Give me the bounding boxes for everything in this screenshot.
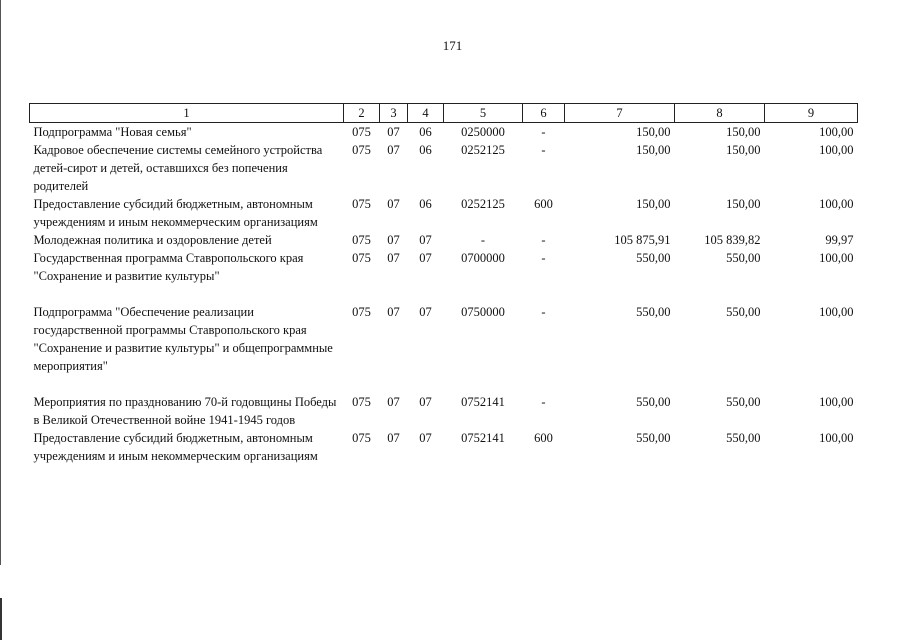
cell-col2: 075 — [352, 125, 371, 139]
cell-col6: - — [541, 251, 546, 265]
cell-col5: - — [480, 233, 486, 247]
left-margin-rule — [0, 0, 1, 565]
cell-col4: 07 — [419, 251, 432, 265]
table-row — [30, 303, 858, 375]
cell-col6: - — [541, 233, 546, 247]
cell-col2: 075 — [352, 431, 371, 445]
cell-col7: 550,00 — [636, 431, 671, 445]
cell-col3: 07 — [387, 125, 400, 139]
row-spacer — [30, 285, 858, 303]
row-spacer — [30, 375, 858, 393]
header-cell: 5 — [444, 104, 523, 123]
cell-col3: 07 — [387, 395, 400, 409]
cell-col8: 550,00 — [726, 431, 761, 445]
cell-col5: 0252125 — [461, 197, 505, 211]
cell-col9: 100,00 — [819, 143, 854, 157]
row-name: Подпрограмма "Новая семья" — [33, 125, 192, 139]
row-name: Предоставление субсидий бюджетным, автономным учреждениям и иным некоммерческим организациям — [33, 431, 318, 463]
table-row — [30, 429, 858, 465]
cell-col6: 600 — [534, 431, 553, 445]
cell-col3: 07 — [387, 143, 400, 157]
header-cell: 3 — [380, 104, 408, 123]
table-row — [30, 123, 858, 142]
cell-col4: 06 — [419, 143, 432, 157]
cell-col4: 07 — [419, 395, 432, 409]
cell-col6: 600 — [534, 197, 553, 211]
row-name: Молодежная политика и оздоровление детей — [33, 233, 272, 247]
cell-col9: 100,00 — [819, 251, 854, 265]
cell-col6: - — [541, 395, 546, 409]
cell-col4: 06 — [419, 197, 432, 211]
cell-col7: 150,00 — [636, 143, 671, 157]
cell-col7: 550,00 — [636, 305, 671, 319]
cell-col5: 0752141 — [461, 395, 505, 409]
cell-col6: - — [541, 305, 546, 319]
cell-col2: 075 — [352, 197, 371, 211]
cell-col6: - — [541, 125, 546, 139]
table-row — [30, 249, 858, 285]
row-name: Мероприятия по празднованию 70-й годовщины Победы в Великой Отечественной войне 1941-1945 годов — [33, 395, 337, 427]
table-row — [30, 195, 858, 231]
cell-col4: 06 — [419, 125, 432, 139]
table-row — [30, 231, 858, 249]
cell-col7: 550,00 — [636, 395, 671, 409]
cell-col8: 105 839,82 — [704, 233, 761, 247]
cell-col8: 550,00 — [726, 251, 761, 265]
row-name: Подпрограмма "Обеспечение реализации государственной программы Ставропольского края "Сохранение и развитие культуры" и общепрограммные мероприятия" — [33, 305, 333, 373]
cell-col9: 100,00 — [819, 197, 854, 211]
cell-col8: 150,00 — [726, 125, 761, 139]
budget-table — [29, 103, 858, 465]
cell-col7: 150,00 — [636, 197, 671, 211]
cell-col9: 100,00 — [819, 395, 854, 409]
cell-col2: 075 — [352, 395, 371, 409]
cell-col9: 100,00 — [819, 431, 854, 445]
header-cell: 1 — [30, 104, 344, 123]
cell-col9: 99,97 — [825, 233, 854, 247]
cell-col2: 075 — [352, 233, 371, 247]
cell-col2: 075 — [352, 143, 371, 157]
cell-col9: 100,00 — [819, 125, 854, 139]
cell-col7: 550,00 — [636, 251, 671, 265]
page-number: 171 — [442, 38, 463, 53]
header-row — [30, 104, 858, 123]
header-cell: 8 — [675, 104, 765, 123]
cell-col7: 150,00 — [636, 125, 671, 139]
cell-col3: 07 — [387, 431, 400, 445]
cell-col3: 07 — [387, 197, 400, 211]
cell-col4: 07 — [419, 431, 432, 445]
row-name: Кадровое обеспечение системы семейного устройства детей-сирот и детей, оставшихся без попечения родителей — [33, 143, 323, 193]
cell-col4: 07 — [419, 233, 432, 247]
header-cell: 9 — [765, 104, 858, 123]
header-cell: 2 — [344, 104, 380, 123]
table-row — [30, 141, 858, 195]
cell-col5: 0750000 — [461, 305, 505, 319]
row-name: Государственная программа Ставропольского края "Сохранение и развитие культуры" — [33, 251, 304, 283]
left-margin-mark — [0, 598, 2, 640]
header-cell: 4 — [408, 104, 444, 123]
table-row — [30, 393, 858, 429]
cell-col5: 0252125 — [461, 143, 505, 157]
cell-col7: 105 875,91 — [614, 233, 671, 247]
cell-col5: 0250000 — [461, 125, 505, 139]
header-cell: 7 — [565, 104, 675, 123]
cell-col5: 0752141 — [461, 431, 505, 445]
cell-col2: 075 — [352, 305, 371, 319]
cell-col3: 07 — [387, 233, 400, 247]
cell-col3: 07 — [387, 305, 400, 319]
cell-col8: 150,00 — [726, 143, 761, 157]
cell-col8: 550,00 — [726, 395, 761, 409]
cell-col2: 075 — [352, 251, 371, 265]
cell-col6: - — [541, 143, 546, 157]
cell-col9: 100,00 — [819, 305, 854, 319]
cell-col5: 0700000 — [461, 251, 505, 265]
cell-col4: 07 — [419, 305, 432, 319]
header-cell: 6 — [523, 104, 565, 123]
cell-col3: 07 — [387, 251, 400, 265]
row-name: Предоставление субсидий бюджетным, автономным учреждениям и иным некоммерческим организациям — [33, 197, 318, 229]
cell-col8: 550,00 — [726, 305, 761, 319]
cell-col8: 150,00 — [726, 197, 761, 211]
